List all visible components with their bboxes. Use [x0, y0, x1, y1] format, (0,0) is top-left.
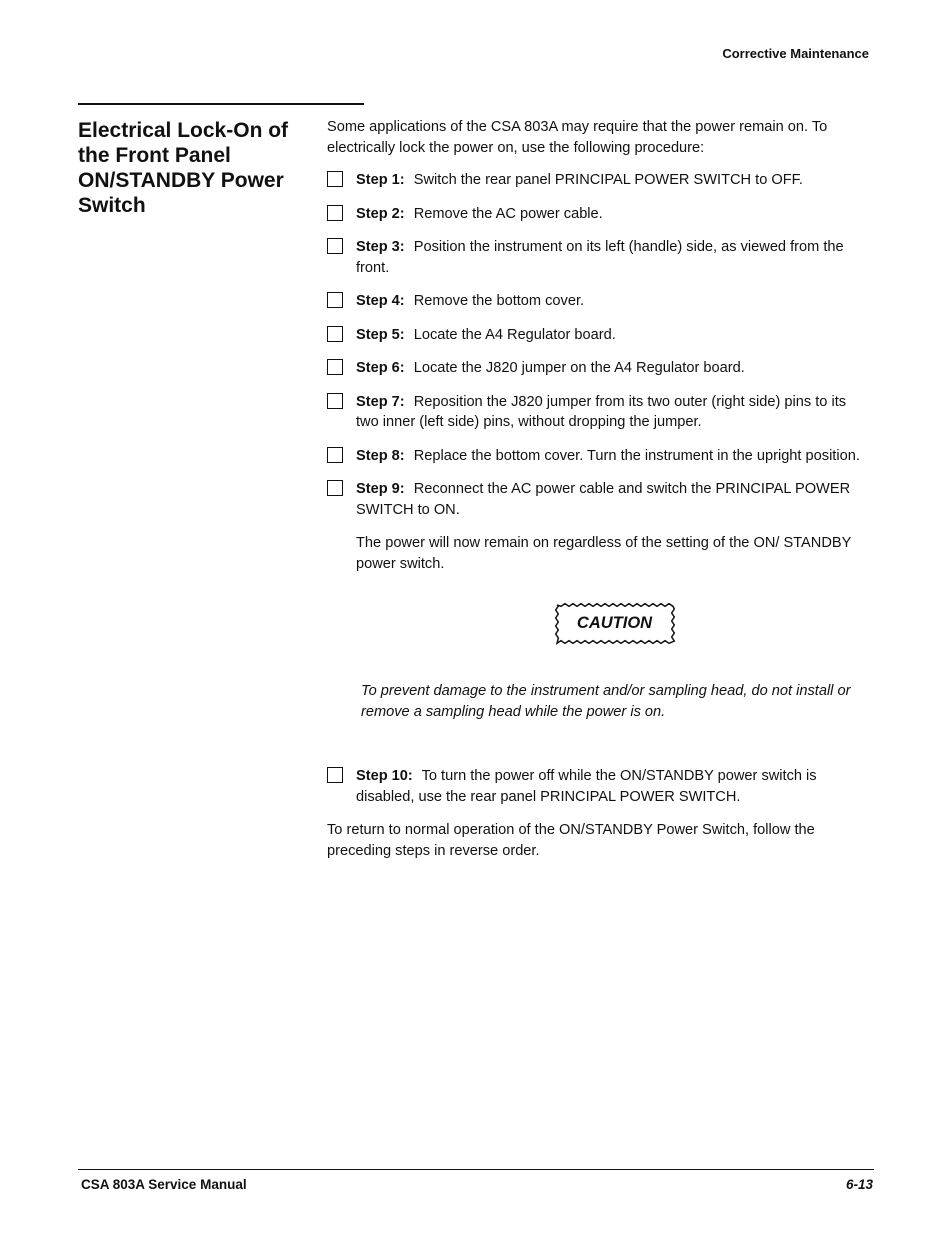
step-text: Replace the bottom cover. Turn the instrument in the upright position. — [413, 447, 860, 464]
step-label: Step 2: — [356, 205, 405, 222]
step-label: Step 5: — [356, 326, 405, 343]
step-label: Step 9: — [356, 481, 405, 497]
outro-paragraph: To return to normal operation of the ON/STANDBY Power Switch, follow the preceding steps in reverse order. — [327, 822, 815, 859]
intro-paragraph: Some applications of the CSA 803A may require that the power remain on. To electrically lock the power on, use the following procedure: — [327, 119, 828, 156]
step-checkbox[interactable] — [327, 359, 343, 375]
step-item — [327, 291, 872, 312]
running-head: Corrective Maintenance — [722, 46, 869, 61]
step-checkbox[interactable] — [327, 326, 343, 342]
step-label: Step 3: — [356, 239, 405, 255]
step-label: Step 10: — [356, 768, 413, 784]
step-text: Reconnect the AC power cable and switch the PRINCIPAL POWER SWITCH to ON. — [356, 481, 851, 518]
step-text: Locate the J820 jumper on the A4 Regulator board. — [413, 360, 745, 376]
step-checkbox[interactable] — [327, 205, 343, 221]
step-text: To turn the power off while the ON/STANDBY power switch is disabled, use the rear panel PRINCIPAL POWER SWITCH. — [356, 768, 817, 805]
step-text: Remove the AC power cable. — [413, 205, 603, 222]
step-checkbox[interactable] — [327, 171, 343, 187]
step-item — [327, 204, 872, 225]
step-item — [327, 325, 872, 346]
section-rule — [78, 103, 364, 105]
step-item — [327, 392, 872, 433]
step-label: Step 1: — [356, 172, 405, 188]
procedure-content — [327, 117, 872, 861]
step-checkbox[interactable] — [327, 480, 343, 496]
footer-manual-title: CSA 803A Service Manual — [81, 1177, 247, 1192]
step-item — [327, 170, 872, 191]
step-checkbox[interactable] — [327, 393, 343, 409]
step-item — [327, 766, 872, 807]
caution-label: CAUTION — [576, 614, 653, 633]
step-item — [327, 446, 872, 467]
step-text: Reposition the J820 jumper from its two outer (right side) pins to its two inner (left side) pins, without dropping the jumper. — [356, 393, 847, 430]
step-item — [327, 479, 872, 520]
step-text: Position the instrument on its left (handle) side, as viewed from the front. — [356, 239, 844, 276]
step-item — [327, 237, 872, 278]
footer-rule — [78, 1169, 874, 1170]
step-label: Step 7: — [356, 393, 405, 410]
step-label: Step 4: — [356, 293, 405, 309]
step-text: Switch the rear panel PRINCIPAL POWER SWITCH to OFF. — [413, 172, 803, 188]
step-item — [327, 358, 872, 379]
caution-message: To prevent damage to the instrument and/or sampling head, do not install or remove a sampling head while the power is on. — [361, 683, 851, 720]
step-checkbox[interactable] — [327, 767, 343, 783]
footer-page-number: 6-13 — [845, 1177, 873, 1192]
step-checkbox[interactable] — [327, 292, 343, 308]
step-label: Step 8: — [356, 447, 405, 464]
step-checkbox[interactable] — [327, 447, 343, 463]
step-text: Locate the A4 Regulator board. — [413, 326, 616, 343]
step-checkbox[interactable] — [327, 238, 343, 254]
caution-banner — [357, 602, 872, 645]
step-label: Step 6: — [356, 360, 405, 376]
section-title: Electrical Lock-On of the Front Panel ON/STANDBY Power Switch — [78, 119, 289, 217]
step9-note: The power will now remain on regardless of the setting of the ON/ STANDBY power switch. — [356, 535, 852, 572]
caution-box — [554, 602, 676, 645]
step-text: Remove the bottom cover. — [413, 293, 585, 309]
